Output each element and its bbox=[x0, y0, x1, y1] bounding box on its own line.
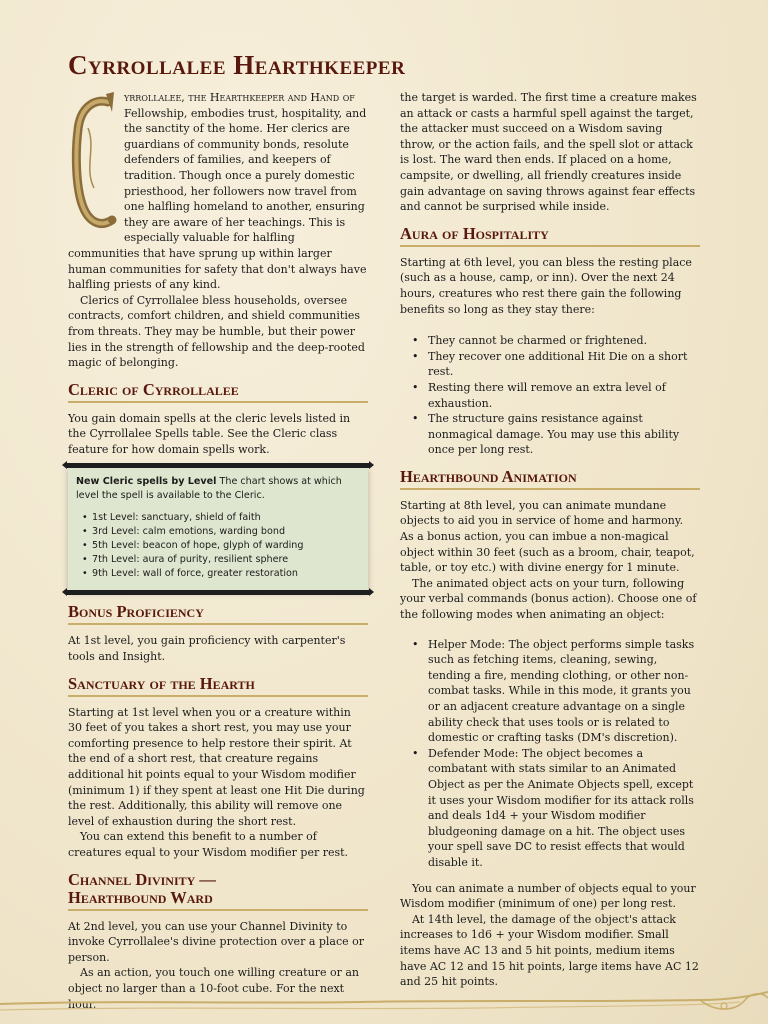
channel-heading-line-2: Hearthbound Ward bbox=[68, 887, 213, 907]
note-top-bar bbox=[66, 463, 370, 468]
bonus-text: At 1st level, you gain proficiency with carpenter's tools and Insight. bbox=[68, 634, 346, 664]
animation-mode-item: • Helper Mode: The object performs simple tasks such as fetching items, cleaning, sewing, tending a fire, mending clothing, or other non-combat tasks. While in this mode, it grants you or an adjacent creature advantage on a single ability check that uses tools or is related to domestic or crafting tasks (DM's discretion). bbox=[418, 637, 700, 746]
note-heading: New Cleric spells by Level bbox=[76, 476, 217, 488]
aura-benefit-item: • Resting there will remove an extra level of exhaustion. bbox=[418, 380, 700, 411]
aura-text: Starting at 6th level, you can bless the resting place (such as a house, camp, or inn). Over the next 24 hours, creatures who rest there gain the following benefits so long as they stay there: bbox=[400, 255, 692, 316]
intro-paragraph-2: Clerics of Cyrrollalee bless households, oversee contracts, comfort children, and shield communities from threats. They may be humble, but their power lies in the strength of fellowship and the deep-rooted magic of belonging. bbox=[68, 293, 365, 370]
left-column bbox=[68, 90, 368, 1012]
heading-hearthbound-animation: Hearthbound Animation bbox=[400, 468, 700, 490]
aura-benefit-item: • The structure gains resistance against nonmagical damage. You may use this ability once per long rest. bbox=[418, 411, 700, 458]
heading-bonus-proficiency: Bonus Proficiency bbox=[68, 603, 368, 625]
dropcap-letter-icon bbox=[68, 88, 120, 238]
animation-paragraph-1: Starting at 8th level, you can animate mundane objects to aid you in service of home and harmony. As a bonus action, you can imbue a non-magical object within 30 feet (such as a broom, chair, teapot, table, or toy etc.) with divine energy for 1 minute. bbox=[400, 498, 695, 575]
heading-sanctuary: Sanctuary of the Hearth bbox=[68, 675, 368, 697]
spell-list-item: • 9th Level: wall of force, greater restoration bbox=[82, 567, 360, 581]
spell-list-item: • 3rd Level: calm emotions, warding bond bbox=[82, 525, 360, 539]
spell-list bbox=[82, 511, 360, 581]
heading-aura-of-hospitality: Aura of Hospitality bbox=[400, 225, 700, 247]
intro-lead: yrrollalee, the Hearthkeeper and Hand of bbox=[124, 91, 355, 104]
aura-benefit-item: • They recover one additional Hit Die on a short rest. bbox=[418, 349, 700, 380]
channel-paragraph-3: the target is warded. The first time a creature makes an attack or casts a harmful spell against the target, the attacker must succeed on a Wisdom saving throw, or the action fails, and the spell slot or attack is lost. The ward then ends. If placed on a home, campsite, or dwelling, all friendly creatures inside gain advantage on saving throws against fear effects and cannot be surprised while inside. bbox=[400, 91, 697, 214]
animation-mode-item: • Defender Mode: The object becomes a combatant with stats similar to an Animated Object as per the Animate Objects spell, except it uses your Wisdom modifier for its attack rolls and deals 1d4 + your Wisdom modifier bludgeoning damage on a hit. The object uses your spell save DC to resist effects that would disable it. bbox=[418, 746, 700, 871]
aura-benefit-item: • They cannot be charmed or frightened. bbox=[418, 333, 700, 349]
animation-paragraph-3: You can animate a number of objects equal to your Wisdom modifier (minimum of one) per long rest. bbox=[400, 881, 696, 911]
channel-heading-line-1: Channel Divinity — bbox=[68, 869, 216, 889]
spell-note-box bbox=[68, 467, 368, 591]
note-text: The chart shows at which level the spell is available to the Cleric. bbox=[76, 476, 342, 502]
intro-body: Fellowship, embodies trust, hospitality, and the sanctity of the home. Her clerics are guardians of community bonds, resolute defenders of families, and keepers of tradition. Though once a purely domestic priesthood, her followers now travel from one halfling homeland to another, ensuring they are aware of her teachings. This is especially valuable for halfling communities that have sprung up within larger human communities for safety that don't always have halfling priests of any kind. bbox=[68, 106, 367, 292]
animation-mode-list bbox=[418, 637, 700, 871]
right-column bbox=[400, 90, 700, 990]
note-bottom-bar bbox=[66, 590, 370, 595]
spell-list-item: • 1st Level: sanctuary, shield of faith bbox=[82, 511, 360, 525]
aura-benefit-list bbox=[418, 333, 700, 458]
animation-paragraph-4: At 14th level, the damage of the object's attack increases to 1d6 + your Wisdom modifier. Small items have AC 13 and 5 hit points, medium items have AC 12 and 15 hit points, large items have AC 12 and 25 hit points. bbox=[400, 912, 699, 989]
channel-paragraph-2: As an action, you touch one willing creature or an object no larger than a 10-foot cube. For the next hour, bbox=[68, 966, 359, 1011]
sanctuary-paragraph-2: You can extend this benefit to a number of creatures equal to your Wisdom modifier per rest. bbox=[68, 830, 349, 859]
heading-cleric: Cleric of Cyrrollalee bbox=[68, 381, 368, 403]
animation-paragraph-2: The animated object acts on your turn, following your verbal commands (bonus action). Choose one of the following modes when animating an object: bbox=[400, 576, 697, 622]
spell-list-item: • 7th Level: aura of purity, resilient sphere bbox=[82, 553, 360, 567]
sanctuary-paragraph-1: Starting at 1st level when you or a creature within 30 feet of you takes a short rest, you may use your comforting presence to help restore their spirit. At the end of a short rest, that creature regains additional hit points equal to your Wisdom modifier (minimum 1) if they spent at least one Hit Die during the rest. Additionally, this ability will remove one level of exhaustion during the short rest. bbox=[68, 705, 365, 828]
footer-ornament-icon bbox=[0, 990, 768, 1024]
intro-section bbox=[68, 90, 368, 371]
spell-list-item: • 5th Level: beacon of hope, glyph of warding bbox=[82, 539, 360, 553]
cleric-text: You gain domain spells at the cleric levels listed in the Cyrrollalee Spells table. See the Cleric class feature for how domain spells work. bbox=[68, 411, 351, 456]
channel-paragraph-1: At 2nd level, you can use your Channel Divinity to invoke Cyrrollalee's divine protection over a place or person. bbox=[68, 919, 365, 964]
heading-channel-divinity bbox=[68, 871, 368, 911]
page-title: Cyrrollalee Hearthkeeper bbox=[68, 50, 406, 80]
